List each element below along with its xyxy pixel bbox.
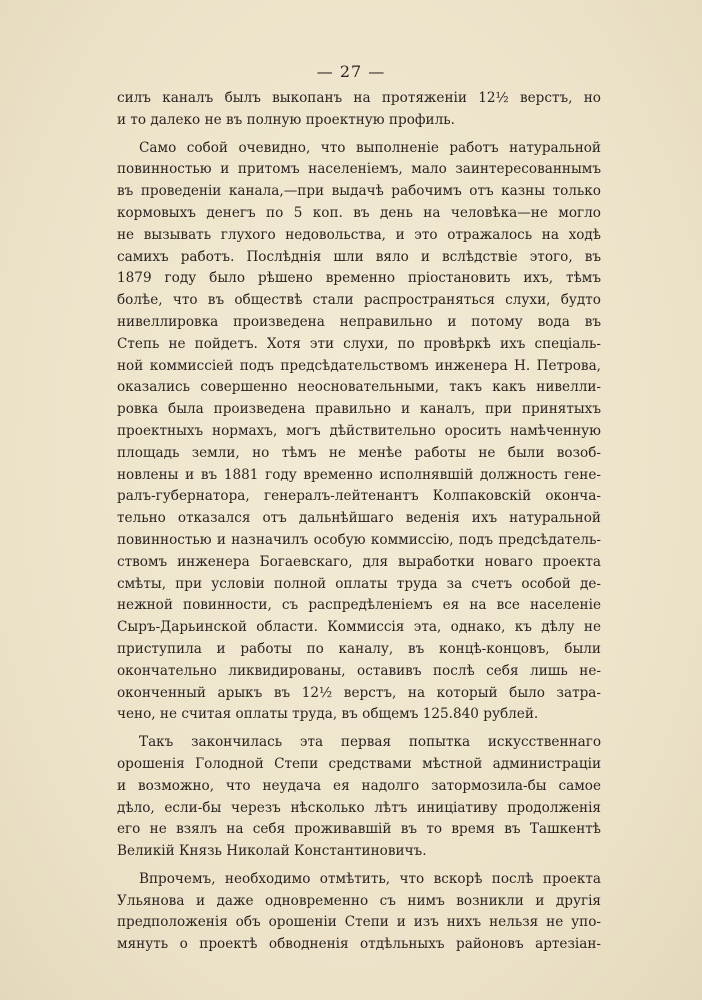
- text-line: оконченный арыкъ въ 12½ верстъ, на который было затра-: [117, 684, 601, 701]
- text-line: повинностью и назначилъ особую коммиссію, подъ предсѣдатель-: [117, 531, 601, 548]
- text-line: и то далеко не въ полную проектную профиль.: [117, 111, 455, 128]
- text-line: ной коммиссіей подъ предсѣдательствомъ инженера Н. Петрова,: [117, 357, 601, 374]
- paragraph-3: [117, 732, 601, 863]
- text-line: Сыръ-Дарьинской области. Коммиссія эта, однако, къ дѣлу не: [117, 619, 601, 636]
- text-line: не вызывать глухого недовольства, и это отражалось на ходѣ: [117, 226, 601, 243]
- text-line: его не взялъ на себя проживавшій въ то время въ Ташкентѣ: [117, 821, 601, 838]
- text-line: Впрочемъ, необходимо отмѣтить, что вскорѣ послѣ проекта: [139, 870, 601, 887]
- text-line: тельно отказался отъ дальнѣйшаго веденія ихъ натуральной: [117, 510, 601, 527]
- text-line: проектныхъ нормахъ, могъ дѣйствительно оросить намѣченную: [117, 422, 601, 439]
- text-line: болѣе, что въ обществѣ стали распространяться слухи, будто: [117, 292, 601, 309]
- text-line: орошенія Голодной Степи средствами мѣстной администраціи: [117, 755, 601, 772]
- text-line: Само собой очевидно, что выполненіе работъ натуральной: [139, 139, 601, 156]
- text-line: площадь земли, но тѣмъ не менѣе работы не были возоб-: [117, 444, 601, 461]
- text-line: нежной повинности, съ распредѣленіемъ ея на все населеніе: [117, 597, 601, 614]
- text-line: Такъ закончилась эта первая попытка искусственнаго: [139, 734, 601, 751]
- paragraph-4: [117, 869, 601, 956]
- paragraph-2: [117, 138, 601, 727]
- text-line: самихъ работъ. Послѣднія шли вяло и вслѣдствіе этого, въ: [117, 248, 601, 265]
- text-line: оказались совершенно неосновательными, такъ какъ нивелли-: [117, 379, 601, 396]
- text-line: въ проведеніи канала,—при выдачѣ рабочимъ отъ казны только: [117, 183, 601, 200]
- text-line: 1879 году было рѣшено временно пріостановить ихъ, тѣмъ: [117, 270, 601, 287]
- text-line: Степь не пойдетъ. Хотя эти слухи, по провѣркѣ ихъ спеціаль-: [117, 335, 601, 352]
- text-line: ралъ-губернатора, генералъ-лейтенантъ Колпаковскій оконча-: [117, 488, 601, 505]
- text-line: новлены и въ 1881 году временно исполнявшій должность гене-: [117, 466, 601, 483]
- text-line: окончательно ликвидированы, оставивъ послѣ себя лишь не-: [117, 662, 601, 679]
- text-line: мянуть о проектѣ обводненія отдѣльныхъ районовъ артезіан-: [117, 936, 601, 953]
- page-body: [117, 88, 601, 956]
- text-line: ствомъ инженера Богаевскаго, для выработки новаго проекта: [117, 553, 601, 570]
- text-line: дѣло, если-бы черезъ нѣсколько лѣтъ иниціативу продолженія: [117, 799, 601, 816]
- text-line: и возможно, что неудача ея надолго затормозила-бы самое: [117, 777, 601, 794]
- text-line: нивеллировка произведена неправильно и потому вода въ: [117, 313, 601, 330]
- text-line: повинностью и притомъ населеніемъ, мало заинтересованнымъ: [117, 161, 601, 178]
- page-number: — 27 —: [316, 62, 386, 81]
- text-line: кормовыхъ денегъ по 5 коп. въ день на человѣка—не могло: [117, 204, 601, 221]
- text-line: силъ каналъ былъ выкопанъ на протяженіи 12½ верстъ, но: [117, 90, 601, 106]
- text-line: приступила и работы по каналу, въ концѣ-концовъ, были: [117, 640, 601, 657]
- text-line: смѣты, при условіи полной оплаты труда за счетъ особой де-: [117, 575, 601, 592]
- text-line: ровка была произведена правильно и каналъ, при принятыхъ: [117, 401, 601, 418]
- paragraph-1: [117, 88, 601, 132]
- text-line: предположенія объ орошеніи Степи и изъ нихъ нельзя не упо-: [117, 914, 601, 931]
- text-line: Великій Князь Николай Константиновичъ.: [117, 843, 427, 860]
- text-line: Ульянова и даже одновременно съ нимъ возникли и другія: [117, 892, 601, 909]
- text-line: чено, не считая оплаты труда, въ общемъ 125.840 рублей.: [117, 706, 539, 723]
